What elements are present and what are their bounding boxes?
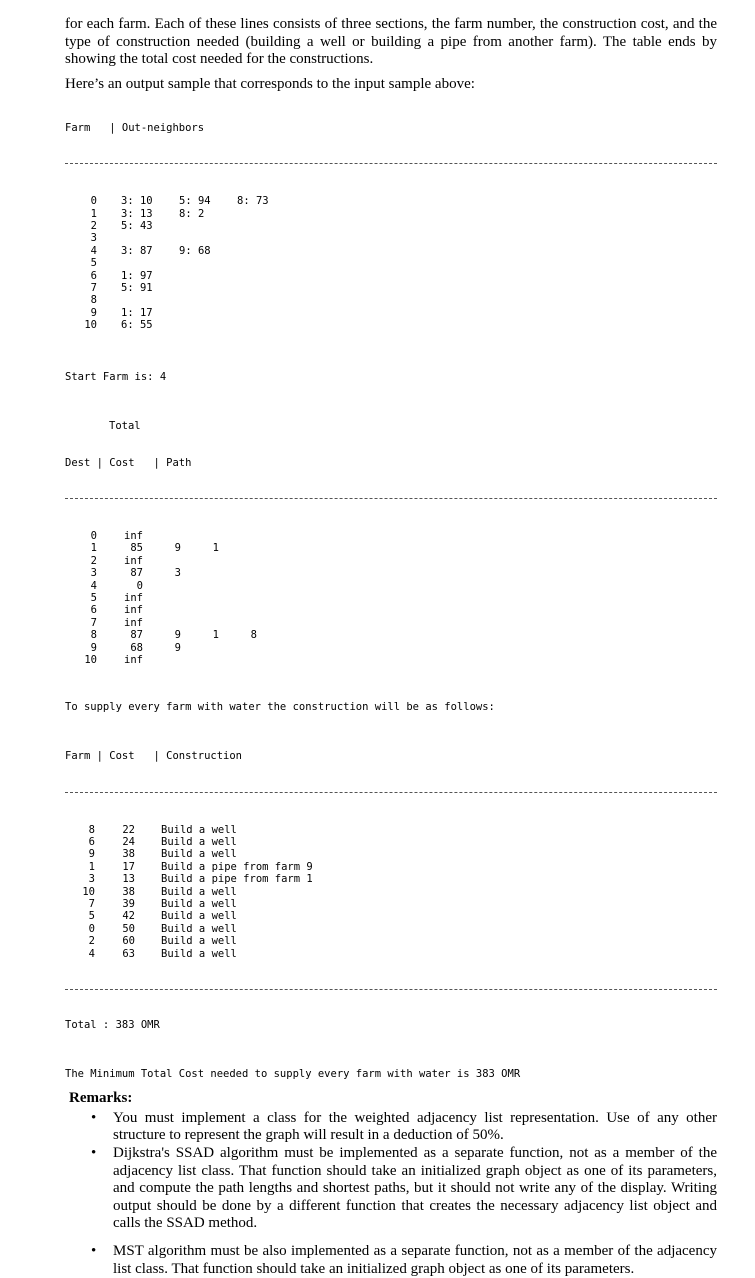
total-cost: 85	[130, 542, 143, 555]
neighbor-cell: 3: 13	[121, 207, 153, 220]
neighbor-cell: 8: 73	[237, 195, 269, 208]
neighbor-cell	[121, 257, 179, 269]
total-cost: 87	[130, 567, 143, 580]
farm-number: 4	[88, 947, 95, 960]
divider	[65, 792, 717, 793]
table-row	[65, 617, 717, 629]
dijkstra-table	[65, 395, 717, 691]
neighbor-cell	[237, 294, 295, 306]
table-row	[65, 319, 717, 331]
path-node	[219, 617, 257, 629]
table-row	[65, 861, 717, 873]
remark-text: You must implement a class for the weighted adjacency list representation. Use of any other structure to represent the graph will result in a deduction of 50%.	[113, 1109, 717, 1144]
path-node: 9	[174, 629, 181, 642]
construction-cost: 24	[122, 835, 135, 848]
neighbor-cell	[179, 294, 237, 306]
construction-type: Build a pipe from farm 9	[161, 860, 313, 873]
path-node	[219, 580, 257, 592]
spacer	[97, 220, 121, 232]
path-node	[181, 617, 219, 629]
neighbors-table	[65, 97, 717, 356]
neighbor-cell	[237, 319, 295, 331]
total-cost: inf	[124, 529, 143, 542]
dest-number: 10	[84, 654, 97, 667]
dest-number: 3	[90, 567, 97, 580]
path-node	[181, 555, 219, 567]
neighbor-cell	[121, 294, 179, 306]
neighbor-cell: 3: 87	[121, 244, 153, 257]
construction-type: Build a well	[161, 823, 237, 836]
dest-number: 9	[90, 641, 97, 654]
neighbor-cell: 6: 55	[121, 319, 153, 332]
farm-number: 10	[82, 885, 95, 898]
total-cost: inf	[124, 654, 143, 667]
farm-number: 5	[90, 257, 97, 270]
construction-cost: 13	[122, 873, 135, 886]
neighbor-cell	[179, 319, 237, 331]
remark-text: Dijkstra's SSAD algorithm must be implemented as a separate function, not as a member of the adjacency list class. That function should take an initialized graph object as one of its parameters, and compute the path lengths and shortest paths, but it should not write any of the display. Writing output should be done by a different function that creates the necessary adjacency list object and calls the SSAD method.	[113, 1145, 717, 1232]
spacer	[97, 208, 121, 220]
table-row	[65, 555, 717, 567]
neighbor-cell: 1: 97	[121, 269, 153, 282]
farm-number: 2	[90, 220, 97, 233]
spacer	[97, 282, 121, 294]
table-row	[65, 604, 717, 616]
farm-number: 9	[90, 306, 97, 319]
table-row	[65, 629, 717, 641]
neighbor-cell	[237, 232, 295, 244]
table-row	[65, 542, 717, 554]
dijkstra-header-top: Total	[109, 419, 141, 432]
path-node	[219, 592, 257, 604]
farm-number: 0	[90, 195, 97, 208]
table-row	[65, 592, 717, 604]
construction-type: Build a well	[161, 897, 237, 910]
construction-cost: 17	[122, 860, 135, 873]
remarks-list	[65, 1110, 717, 1278]
table-row	[65, 948, 717, 960]
farm-number: 2	[88, 935, 95, 948]
neighbor-cell	[179, 282, 237, 294]
total-cost: 87	[130, 629, 143, 642]
neighbor-cell: 5: 94	[179, 195, 211, 208]
neighbor-cell: 1: 17	[121, 306, 153, 319]
path-node	[219, 555, 257, 567]
construction-type: Build a well	[161, 848, 237, 861]
spacer	[97, 270, 121, 282]
path-node: 3	[174, 567, 181, 580]
path-node	[181, 654, 219, 666]
path-node	[219, 654, 257, 666]
dest-number: 4	[90, 579, 97, 592]
table-row	[65, 530, 717, 542]
dest-number: 6	[90, 604, 97, 617]
construction-cost: 38	[122, 848, 135, 861]
divider	[65, 498, 717, 499]
construction-type: Build a pipe from farm 1	[161, 873, 313, 886]
bullet-icon: •	[91, 1145, 97, 1161]
table-row	[65, 580, 717, 592]
remark-text: MST algorithm must be also implemented as a separate function, not as a member of the adjacency list class. That function should take an initialized graph object as one of its parameters.	[113, 1242, 717, 1277]
farm-number: 7	[90, 282, 97, 295]
construction-cost: 22	[122, 823, 135, 836]
table-row	[65, 282, 717, 294]
dest-number: 7	[90, 616, 97, 629]
neighbor-cell: 5: 43	[121, 220, 153, 233]
table-row	[65, 923, 717, 935]
bullet-icon: •	[91, 1109, 97, 1126]
construction-cost: 42	[122, 910, 135, 923]
path-node	[219, 542, 257, 554]
path-node	[181, 567, 219, 579]
table-row	[65, 898, 717, 910]
total-cost: inf	[124, 604, 143, 617]
spacer	[97, 195, 121, 207]
intro-text: for each farm. Each of these lines consists of three sections, the farm number, the construction cost, and the type of construction needed (building a well or building a pipe from another farm). The table ends by showing the total cost needed for the constructions.	[65, 16, 717, 68]
path-node: 1	[212, 629, 219, 642]
spacer	[97, 294, 121, 306]
farm-number: 1	[88, 860, 95, 873]
table-row	[65, 886, 717, 898]
path-node	[181, 592, 219, 604]
construction-type: Build a well	[161, 910, 237, 923]
path-node	[143, 604, 181, 616]
spacer	[97, 307, 121, 319]
table-row	[65, 935, 717, 947]
neighbor-cell	[237, 208, 295, 220]
farm-number: 0	[88, 922, 95, 935]
farm-number: 8	[90, 294, 97, 307]
path-node: 8	[250, 629, 257, 642]
total-cost: inf	[124, 554, 143, 567]
path-node: 9	[174, 641, 181, 654]
neighbor-cell	[179, 220, 237, 232]
construction-cost: 50	[122, 922, 135, 935]
farm-number: 5	[88, 910, 95, 923]
farm-number: 6	[90, 269, 97, 282]
sample-intro: Here’s an output sample that corresponds to the input sample above:	[65, 75, 475, 92]
total-cost: inf	[124, 616, 143, 629]
table-row	[65, 873, 717, 885]
neighbor-cell: 3: 10	[121, 195, 153, 208]
construction-cost: 63	[122, 947, 135, 960]
neighbor-cell: 8: 2	[179, 207, 205, 220]
table-row	[65, 270, 717, 282]
farm-number: 10	[84, 319, 97, 332]
table-row	[65, 836, 717, 848]
neighbor-cell	[237, 282, 295, 294]
path-node	[219, 604, 257, 616]
dest-number: 0	[90, 529, 97, 542]
path-node	[219, 642, 257, 654]
construction-type: Build a well	[161, 922, 237, 935]
table-row	[65, 195, 717, 207]
intro-paragraph	[65, 16, 717, 69]
dest-number: 5	[90, 592, 97, 604]
neighbor-cell	[179, 307, 237, 319]
farm-number: 8	[88, 823, 95, 836]
path-node	[143, 654, 181, 666]
dijkstra-header: Dest | Cost | Path	[65, 456, 192, 469]
table-row	[65, 910, 717, 922]
table-row	[65, 642, 717, 654]
total-cost: inf	[124, 592, 143, 604]
table-row	[65, 294, 717, 306]
dest-number: 1	[90, 542, 97, 555]
farm-number: 1	[90, 207, 97, 220]
construction-type: Build a well	[161, 835, 237, 848]
neighbor-cell	[179, 257, 237, 269]
farm-number: 3	[88, 873, 95, 886]
farm-number: 7	[88, 897, 95, 910]
neighbor-cell	[237, 245, 295, 257]
farm-number: 6	[88, 835, 95, 848]
path-node	[143, 592, 181, 604]
neighbor-cell	[237, 220, 295, 232]
mst-header: Farm | Cost | Construction	[65, 750, 243, 763]
construction-cost: 39	[122, 897, 135, 910]
divider	[65, 163, 717, 164]
mst-total: Total : 383 OMR	[65, 1018, 160, 1031]
path-node	[143, 617, 181, 629]
remark-item	[91, 1109, 717, 1145]
table-row	[65, 245, 717, 257]
table-row	[65, 220, 717, 232]
neighbor-cell	[237, 270, 295, 282]
start-farm-label: Start Farm is: 4	[65, 370, 167, 383]
farm-number: 4	[90, 244, 97, 257]
table-row	[65, 257, 717, 269]
construction-cost: 60	[122, 935, 135, 948]
spacer	[97, 232, 121, 244]
spacer	[97, 319, 121, 331]
neighbor-cell	[121, 232, 179, 244]
neighbor-cell	[179, 270, 237, 282]
min-total-line: The Minimum Total Cost needed to supply every farm with water is 383 OMR	[65, 1067, 521, 1080]
path-node	[181, 604, 219, 616]
document-page	[65, 16, 717, 1278]
path-node	[143, 555, 181, 567]
path-node	[181, 642, 219, 654]
path-node	[143, 530, 181, 542]
path-node: 9	[174, 542, 181, 555]
total-cost: 68	[130, 641, 143, 654]
remark-item	[91, 1145, 717, 1233]
table-row	[65, 824, 717, 836]
bullet-icon: •	[91, 1242, 97, 1259]
construction-type: Build a well	[161, 947, 237, 960]
supply-line: To supply every farm with water the construction will be as follows:	[65, 701, 495, 714]
dest-number: 8	[90, 629, 97, 642]
table-row	[65, 232, 717, 244]
neighbor-cell	[237, 307, 295, 319]
farm-number: 9	[88, 848, 95, 861]
path-node	[181, 580, 219, 592]
spacer	[97, 245, 121, 257]
remarks-title: Remarks:	[69, 1090, 133, 1107]
construction-type: Build a well	[161, 935, 237, 948]
mst-table	[65, 726, 717, 1056]
path-node	[181, 530, 219, 542]
total-cost: 0	[136, 579, 143, 592]
remark-item	[91, 1242, 717, 1278]
table-row	[65, 567, 717, 579]
path-node	[219, 567, 257, 579]
neighbor-cell: 9: 68	[179, 244, 211, 257]
neighbor-cell	[179, 232, 237, 244]
spacer	[97, 257, 121, 269]
dest-number: 2	[90, 554, 97, 567]
table-row	[65, 307, 717, 319]
construction-cost: 38	[122, 885, 135, 898]
table-row	[65, 208, 717, 220]
table-row	[65, 848, 717, 860]
neighbor-cell	[237, 257, 295, 269]
neighbor-cell: 5: 91	[121, 282, 153, 295]
path-node: 1	[212, 542, 219, 555]
farm-number: 3	[90, 232, 97, 245]
path-node	[143, 580, 181, 592]
divider	[65, 989, 717, 990]
construction-type: Build a well	[161, 885, 237, 898]
path-node	[219, 530, 257, 542]
table-row	[65, 654, 717, 666]
neighbors-header: Farm | Out-neighbors	[65, 122, 205, 135]
